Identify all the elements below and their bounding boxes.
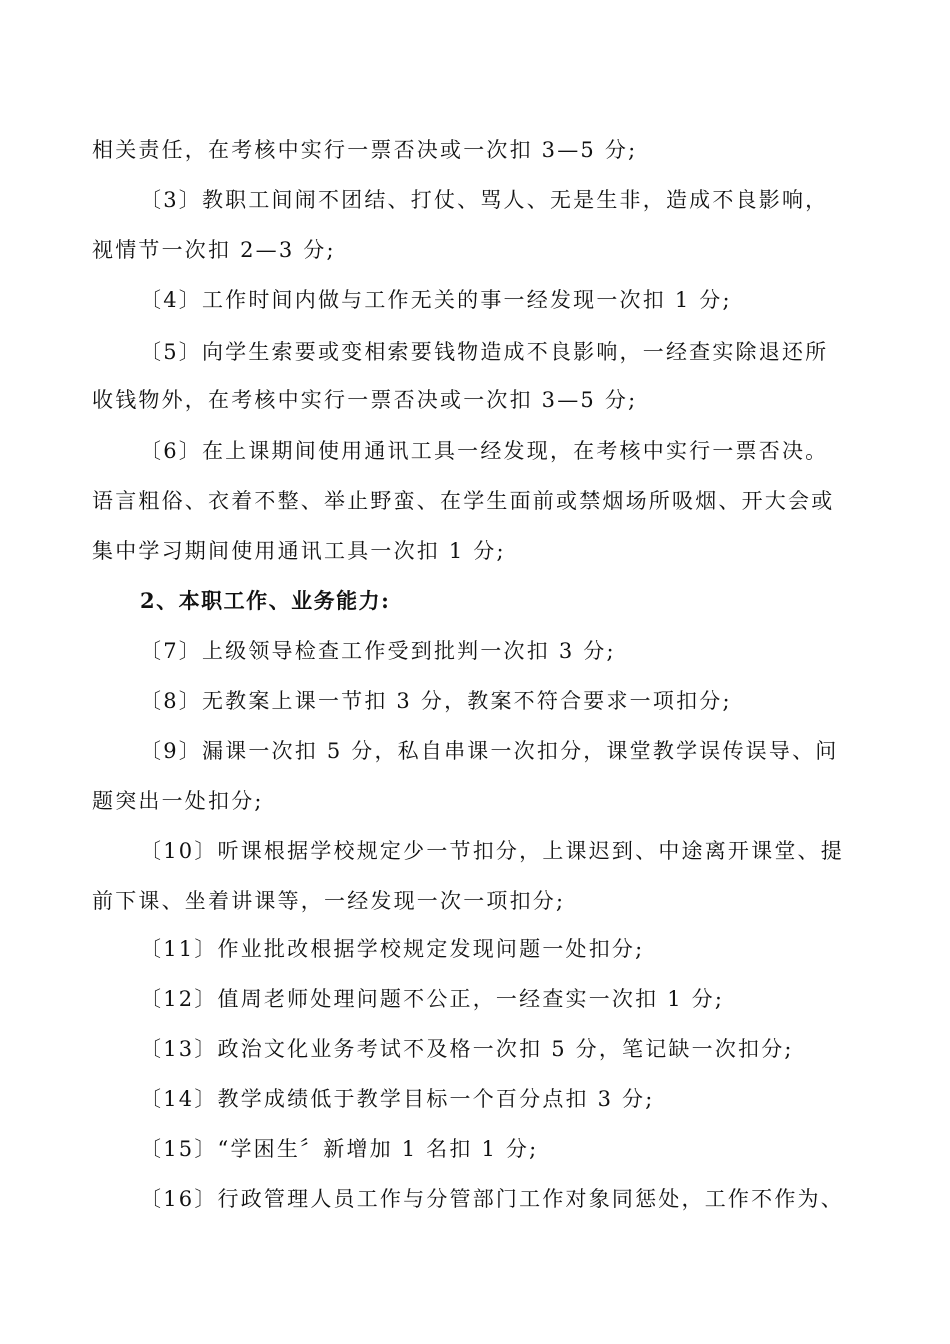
- text-line: 题突出一处扣分;: [92, 789, 264, 813]
- text-line: 〔15〕“学困生〞新增加 1 名扣 1 分;: [140, 1137, 539, 1161]
- text-line: 视情节一次扣 2—3 分;: [92, 238, 336, 262]
- text-line: 语言粗俗、衣着不整、举止野蛮、在学生面前或禁烟场所吸烟、开大会或: [92, 489, 835, 513]
- text-line: 〔3〕教职工间闹不团结、打仗、骂人、无是生非，造成不良影响，: [140, 188, 829, 212]
- text-line: 〔8〕无教案上课一节扣 3 分，教案不符合要求一项扣分;: [140, 689, 732, 713]
- text-line: 前下课、坐着讲课等，一经发现一次一项扣分;: [92, 889, 566, 913]
- text-line: 相关责任，在考核中实行一票否决或一次扣 3—5 分;: [92, 138, 638, 162]
- text-line: 〔11〕作业批改根据学校规定发现问题一处扣分;: [140, 937, 645, 961]
- text-line: 〔16〕行政管理人员工作与分管部门工作对象同惩处，工作不作为、: [140, 1187, 844, 1211]
- text-line: 〔6〕在上课期间使用通讯工具一经发现，在考核中实行一票否决。: [140, 439, 829, 463]
- text-line: 〔13〕政治文化业务考试不及格一次扣 5 分，笔记缺一次扣分;: [140, 1037, 794, 1061]
- text-line: 收钱物外，在考核中实行一票否决或一次扣 3—5 分;: [92, 388, 638, 412]
- text-line: 〔9〕漏课一次扣 5 分，私自串课一次扣分，课堂教学误传误导、问: [140, 739, 839, 763]
- text-line: 〔14〕教学成绩低于教学目标一个百分点扣 3 分;: [140, 1087, 655, 1111]
- section-heading: 2、本职工作、业务能力:: [140, 588, 391, 613]
- text-line: 〔12〕值周老师处理问题不公正，一经查实一次扣 1 分;: [140, 987, 725, 1011]
- text-line: 集中学习期间使用通讯工具一次扣 1 分;: [92, 539, 506, 563]
- text-line: 〔4〕工作时间内做与工作无关的事一经发现一次扣 1 分;: [140, 288, 732, 312]
- text-line: 〔10〕听课根据学校规定少一节扣分，上课迟到、中途离开课堂、提: [140, 839, 844, 863]
- text-line: 〔5〕向学生索要或变相索要钱物造成不良影响，一经查实除退还所: [140, 340, 829, 364]
- text-line: 〔7〕上级领导检查工作受到批判一次扣 3 分;: [140, 639, 616, 663]
